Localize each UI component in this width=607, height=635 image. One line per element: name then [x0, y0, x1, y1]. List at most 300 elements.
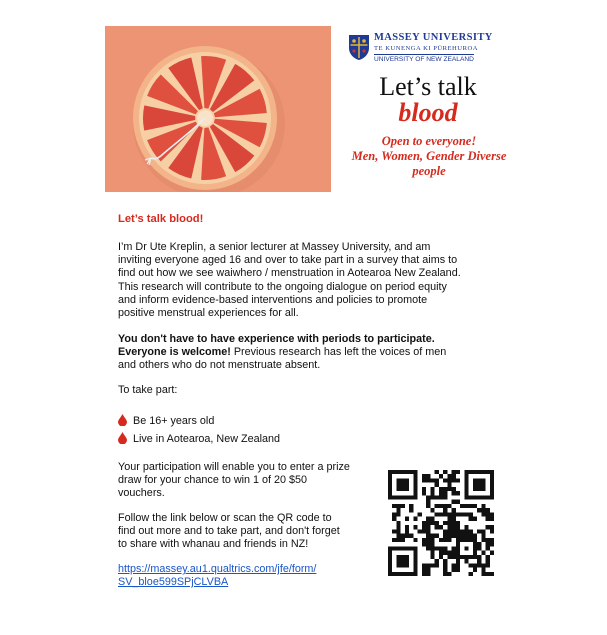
qr-module [388, 470, 392, 474]
qr-module [486, 555, 490, 559]
qr-module [405, 517, 409, 521]
qr-module [435, 534, 439, 538]
qr-module [477, 559, 481, 563]
qr-module [447, 521, 451, 525]
qr-module [405, 483, 409, 487]
qr-module [413, 474, 417, 478]
qr-module [473, 542, 477, 546]
qr-module [486, 546, 490, 550]
qr-module [405, 555, 409, 559]
qr-module [452, 534, 456, 538]
qr-module [426, 542, 430, 546]
qr-module [401, 504, 405, 508]
qr-module [481, 508, 485, 512]
qr-module [409, 495, 413, 499]
qr-module [405, 470, 409, 474]
inclusion-line-2 [118, 346, 446, 359]
qr-module [396, 512, 400, 516]
qr-module [452, 500, 456, 504]
university-maori-name: TE KUNENGA KI PŪREHUROA [374, 45, 478, 52]
qr-module [422, 563, 426, 567]
qr-module [477, 542, 481, 546]
qr-module [426, 517, 430, 521]
qr-module [435, 504, 439, 508]
qr-module [452, 508, 456, 512]
qr-module [426, 500, 430, 504]
qr-module [430, 555, 434, 559]
qr-module [481, 478, 485, 482]
qr-module [409, 546, 413, 550]
qr-module [435, 495, 439, 499]
qr-module [422, 478, 426, 482]
qr-module [388, 551, 392, 555]
grapefruit-photo [105, 26, 331, 192]
qr-code[interactable] [388, 470, 494, 576]
follow-line: find out more and to take part, and don't forget [118, 525, 340, 538]
qr-module [401, 534, 405, 538]
qr-module [486, 508, 490, 512]
qr-module [435, 512, 439, 516]
qr-module [401, 555, 405, 559]
qr-module [426, 474, 430, 478]
qr-module [413, 572, 417, 576]
qr-module [452, 555, 456, 559]
qr-module [439, 512, 443, 516]
qr-module [443, 487, 447, 491]
qr-module [456, 551, 460, 555]
qr-module [443, 551, 447, 555]
inclusion-bold-line: You don't have to have experience with periods to participate. [118, 333, 435, 345]
qr-module [490, 487, 494, 491]
qr-module [430, 487, 434, 491]
qr-module [452, 487, 456, 491]
qr-module [439, 551, 443, 555]
qr-module [490, 495, 494, 499]
qr-module [477, 529, 481, 533]
qr-module [464, 491, 468, 495]
qr-module [469, 572, 473, 576]
qr-module [435, 478, 439, 482]
qr-module [409, 508, 413, 512]
qr-module [490, 529, 494, 533]
qr-module [388, 568, 392, 572]
blood-drop-icon [118, 432, 127, 444]
qr-module [422, 529, 426, 533]
massey-university-logo [348, 30, 508, 70]
qr-module [413, 483, 417, 487]
qr-module [464, 483, 468, 487]
qr-module [460, 534, 464, 538]
qr-module [481, 470, 485, 474]
qr-module [396, 546, 400, 550]
qr-module [443, 508, 447, 512]
qr-module [405, 559, 409, 563]
qr-module [456, 500, 460, 504]
qr-module [469, 538, 473, 542]
qr-module [388, 474, 392, 478]
qr-module [426, 568, 430, 572]
qr-module [456, 521, 460, 525]
qr-module [469, 563, 473, 567]
qr-module [443, 491, 447, 495]
qr-module [392, 546, 396, 550]
qr-module [460, 504, 464, 508]
qr-module [490, 538, 494, 542]
qr-module [447, 487, 451, 491]
qr-module [413, 525, 417, 529]
qr-module [443, 568, 447, 572]
qr-module [409, 504, 413, 508]
qr-module [396, 521, 400, 525]
qr-module [469, 470, 473, 474]
qr-module [388, 546, 392, 550]
qr-module [447, 478, 451, 482]
qr-module [452, 568, 456, 572]
qr-module [426, 529, 430, 533]
qr-module [396, 538, 400, 542]
qr-module [456, 512, 460, 516]
qr-module [396, 478, 400, 482]
qr-module [481, 551, 485, 555]
qr-module [426, 495, 430, 499]
survey-link-line-2[interactable]: SV_bloe599SPjCLVBA [118, 576, 229, 589]
qr-module [388, 491, 392, 495]
qr-module [473, 487, 477, 491]
qr-module [486, 563, 490, 567]
qr-module [388, 478, 392, 482]
qr-module [456, 529, 460, 533]
qr-module [396, 487, 400, 491]
qr-module [422, 538, 426, 542]
qr-module [464, 512, 468, 516]
qr-module [422, 525, 426, 529]
previous-research-text: Previous research has left the voices of men [230, 346, 447, 359]
qr-module [413, 563, 417, 567]
qr-module [490, 483, 494, 487]
qr-module [401, 495, 405, 499]
qr-module [464, 474, 468, 478]
qr-module [481, 504, 485, 508]
prize-line: vouchers. [118, 487, 165, 500]
qr-module [447, 534, 451, 538]
qr-module [422, 521, 426, 525]
qr-module [388, 483, 392, 487]
qr-module [464, 529, 468, 533]
follow-paragraph [118, 512, 340, 552]
qr-module [409, 572, 413, 576]
qr-module [405, 563, 409, 567]
prize-paragraph [118, 461, 350, 501]
qr-module [477, 546, 481, 550]
qr-module [413, 478, 417, 482]
crest-icon [348, 33, 370, 61]
intro-line: positive menstrual experiences for all. [118, 307, 299, 320]
qr-module [430, 534, 434, 538]
qr-module [473, 470, 477, 474]
qr-module [443, 470, 447, 474]
qr-module [481, 572, 485, 576]
survey-link[interactable] [118, 563, 316, 589]
qr-module [439, 555, 443, 559]
subtitle-line-1: Open to everyone! [381, 134, 477, 148]
qr-module [452, 525, 456, 529]
qr-module [452, 474, 456, 478]
qr-module [396, 555, 400, 559]
qr-module [435, 470, 439, 474]
qr-module [443, 559, 447, 563]
qr-module [422, 568, 426, 572]
qr-module [426, 478, 430, 482]
qr-module [481, 512, 485, 516]
intro-line: I’m Dr Ute Kreplin, a senior lecturer at Massey University, and am [118, 241, 431, 253]
qr-module [426, 563, 430, 567]
qr-module [486, 559, 490, 563]
qr-module [430, 538, 434, 542]
qr-module [413, 546, 417, 550]
qr-module [443, 563, 447, 567]
qr-module [401, 538, 405, 542]
qr-module [396, 504, 400, 508]
qr-module [490, 491, 494, 495]
qr-module [388, 572, 392, 576]
qr-module [447, 483, 451, 487]
qr-module [481, 495, 485, 499]
title-line-1: Let’s talk [379, 72, 477, 101]
prize-line: draw for your chance to win 1 of 20 $50 [118, 474, 308, 487]
intro-line: inviting everyone aged 16 and over to take part in a survey that aims to [118, 254, 458, 267]
qr-module [464, 538, 468, 542]
qr-module [426, 521, 430, 525]
qr-module [405, 525, 409, 529]
qr-module [464, 534, 468, 538]
qr-module [473, 504, 477, 508]
qr-module [460, 512, 464, 516]
qr-module [464, 487, 468, 491]
title-line-2: blood [398, 98, 458, 127]
qr-module [435, 483, 439, 487]
qr-module [392, 572, 396, 576]
qr-module [460, 555, 464, 559]
bullet-item-location [118, 432, 280, 446]
qr-module [426, 572, 430, 576]
qr-module [490, 474, 494, 478]
qr-module [426, 504, 430, 508]
inclusion-paragraph [118, 333, 446, 373]
qr-module [447, 512, 451, 516]
qr-module [413, 551, 417, 555]
qr-module [469, 555, 473, 559]
qr-module [430, 478, 434, 482]
qr-module [405, 572, 409, 576]
qr-module [486, 542, 490, 546]
qr-module [473, 551, 477, 555]
qr-module [405, 534, 409, 538]
qr-module [473, 495, 477, 499]
qr-module [447, 504, 451, 508]
qr-module [481, 529, 485, 533]
subtitle-line-3: people [412, 164, 446, 178]
qr-module [401, 470, 405, 474]
qr-module [477, 495, 481, 499]
qr-module [473, 478, 477, 482]
qr-module [452, 491, 456, 495]
qr-module [396, 572, 400, 576]
qr-module [426, 546, 430, 550]
qr-module [396, 495, 400, 499]
qr-module [460, 529, 464, 533]
qr-module [396, 529, 400, 533]
qr-module [426, 534, 430, 538]
qr-module [490, 470, 494, 474]
qr-module [473, 546, 477, 550]
qr-module [464, 478, 468, 482]
qr-module [452, 546, 456, 550]
qr-module [396, 483, 400, 487]
qr-module [413, 491, 417, 495]
qr-module [392, 495, 396, 499]
qr-module [443, 534, 447, 538]
qr-module [426, 538, 430, 542]
qr-module [405, 487, 409, 491]
qr-module [409, 534, 413, 538]
subtitle [326, 134, 532, 179]
qr-module [401, 559, 405, 563]
intro-line: and inform evidence-based interventions and policies to promote [118, 293, 428, 306]
qr-module [473, 563, 477, 567]
qr-module [388, 563, 392, 567]
intro-paragraph [118, 241, 461, 320]
qr-module [456, 559, 460, 563]
qr-module [388, 495, 392, 499]
qr-module [413, 538, 417, 542]
qr-module [430, 495, 434, 499]
qr-module [443, 478, 447, 482]
qr-module [486, 525, 490, 529]
qr-module [464, 546, 468, 550]
qr-module [456, 546, 460, 550]
qr-module [392, 470, 396, 474]
qr-module [464, 525, 468, 529]
qr-module [481, 534, 485, 538]
qr-module [456, 542, 460, 546]
qr-module [405, 529, 409, 533]
qr-module [435, 525, 439, 529]
qr-module [439, 474, 443, 478]
qr-module [401, 487, 405, 491]
qr-module [430, 546, 434, 550]
qr-module [477, 563, 481, 567]
qr-module [443, 495, 447, 499]
survey-link-line-1[interactable]: https://massey.au1.qualtrics.com/jfe/form/ [118, 563, 317, 575]
qr-module [452, 551, 456, 555]
inclusion-line-3: and others who do not menstruate absent. [118, 359, 321, 372]
qr-module [413, 568, 417, 572]
qr-module [413, 555, 417, 559]
bullet-text: Be 16+ years old [133, 415, 215, 427]
qr-module [490, 517, 494, 521]
qr-module [447, 538, 451, 542]
take-part-label: To take part: [118, 384, 178, 396]
qr-module [401, 483, 405, 487]
qr-module [469, 495, 473, 499]
qr-module [443, 512, 447, 516]
qr-module [388, 559, 392, 563]
qr-module [413, 559, 417, 563]
qr-module [477, 483, 481, 487]
qr-module [464, 470, 468, 474]
qr-module [443, 529, 447, 533]
qr-module [422, 474, 426, 478]
qr-module [396, 470, 400, 474]
qr-module [409, 470, 413, 474]
qr-module [418, 529, 422, 533]
qr-module [447, 555, 451, 559]
qr-module [430, 563, 434, 567]
qr-module [435, 546, 439, 550]
qr-module [405, 478, 409, 482]
qr-module [435, 563, 439, 567]
qr-module [405, 495, 409, 499]
qr-module [443, 504, 447, 508]
qr-module [439, 546, 443, 550]
qr-module [452, 470, 456, 474]
qr-module [401, 546, 405, 550]
qr-module [481, 487, 485, 491]
qr-module [447, 474, 451, 478]
qr-module [452, 563, 456, 567]
qr-module [426, 525, 430, 529]
qr-module [430, 508, 434, 512]
qr-module [469, 512, 473, 516]
qr-module [396, 525, 400, 529]
qr-module [401, 572, 405, 576]
qr-module [456, 478, 460, 482]
qr-module [422, 572, 426, 576]
qr-module [447, 572, 451, 576]
qr-module [439, 491, 443, 495]
qr-module [456, 525, 460, 529]
university-name: MASSEY UNIVERSITY [374, 32, 493, 43]
qr-module [447, 525, 451, 529]
subtitle-line-2: Men, Women, Gender Diverse [351, 149, 507, 163]
qr-module [477, 555, 481, 559]
qr-module [401, 563, 405, 567]
qr-module [413, 487, 417, 491]
qr-module [439, 487, 443, 491]
qr-module [401, 478, 405, 482]
qr-module [477, 487, 481, 491]
blood-drop-icon [118, 414, 127, 426]
qr-module [486, 512, 490, 516]
qr-module [439, 495, 443, 499]
qr-module [392, 529, 396, 533]
qr-module [452, 517, 456, 521]
qr-module [456, 568, 460, 572]
qr-module [490, 512, 494, 516]
qr-module [405, 546, 409, 550]
follow-line: to share with whanau and friends in NZ! [118, 538, 309, 551]
qr-module [396, 563, 400, 567]
qr-module [481, 568, 485, 572]
qr-module [447, 529, 451, 533]
qr-module [452, 512, 456, 516]
qr-module [456, 491, 460, 495]
qr-module [443, 572, 447, 576]
qr-module [435, 559, 439, 563]
qr-module [490, 572, 494, 576]
qr-module [435, 521, 439, 525]
qr-module [469, 517, 473, 521]
